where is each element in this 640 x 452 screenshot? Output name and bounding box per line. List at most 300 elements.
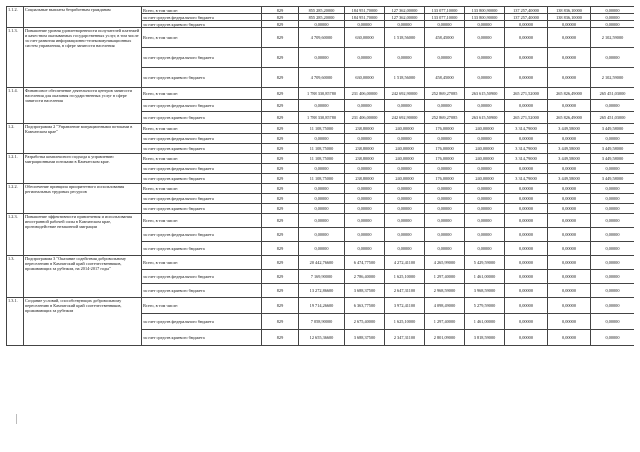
funding-source: за счет средств краевого бюджета	[142, 68, 262, 88]
amount-cell: 0,00000	[591, 242, 635, 256]
amount-cell: 0,00000	[591, 284, 635, 298]
amount-cell: 0,00000	[505, 204, 548, 214]
budget-code: 829	[262, 21, 299, 28]
amount-cell: 0,00000	[548, 330, 591, 346]
amount-cell: 133 077,10000	[425, 14, 465, 21]
amount-cell: 11 108,75000	[299, 174, 345, 184]
amount-cell: 0,00000	[465, 242, 505, 256]
amount-cell: 3 688,37500	[345, 284, 385, 298]
budget-code: 829	[262, 28, 299, 48]
amount-cell: 0,00000	[591, 7, 635, 14]
budget-code: 829	[262, 164, 299, 174]
activity-name: Создание условий, способствующих добровольному переселению в Камчатский край соотечественников, проживающих за рубежом	[24, 298, 142, 346]
amount-cell: 11 108,75000	[299, 154, 345, 164]
activity-name: Финансовое обеспечение деятельности центров занятости населения для оказания государственных услуг в сфере занятости населения	[24, 88, 142, 124]
amount-cell: 2 102,59000	[591, 68, 635, 88]
amount-cell: 3 449,58000	[591, 144, 635, 154]
amount-cell: 0,00000	[345, 214, 385, 228]
amount-cell: 133 077,10000	[425, 7, 465, 14]
amount-cell: 0,00000	[548, 270, 591, 284]
funding-source: Всего, в том числе:	[142, 28, 262, 48]
amount-cell: 3 972,41100	[385, 298, 425, 314]
amount-cell: 0,00000	[465, 21, 505, 28]
funding-source: Всего, в том числе:	[142, 124, 262, 134]
amount-cell: 0,00000	[425, 204, 465, 214]
amount-cell: 458,45000	[425, 68, 465, 88]
table-row	[7, 214, 635, 228]
amount-cell: 240,00000	[385, 144, 425, 154]
amount-cell: 0,00000	[299, 48, 345, 68]
amount-cell: 0,00000	[385, 184, 425, 194]
activity-name: Подпрограмма 3 "Оказание содействия добровольному переселению в Камчатский край соотечественников, проживающих за рубежом, на 2014-2017 годы"	[24, 256, 142, 298]
amount-cell: 0,00000	[345, 164, 385, 174]
budget-code: 829	[262, 100, 299, 112]
budget-code: 829	[262, 214, 299, 228]
funding-source: Всего, в том числе:	[142, 184, 262, 194]
amount-cell: 7 169,90000	[299, 270, 345, 284]
amount-cell: 0,00000	[548, 284, 591, 298]
amount-cell: 0,00000	[591, 134, 635, 144]
amount-cell: 0,00000	[345, 48, 385, 68]
amount-cell: 0,00000	[299, 242, 345, 256]
amount-cell: 0,00000	[465, 214, 505, 228]
amount-cell: 1 518,56000	[385, 28, 425, 48]
amount-cell: 3 968,59000	[465, 284, 505, 298]
funding-source: за счет средств федерального бюджета	[142, 14, 262, 21]
amount-cell: 0,00000	[385, 194, 425, 204]
amount-cell: 0,00000	[425, 164, 465, 174]
amount-cell: 0,00000	[505, 68, 548, 88]
budget-code: 829	[262, 68, 299, 88]
amount-cell: 3 449,58000	[591, 124, 635, 134]
table-row	[7, 88, 635, 100]
amount-cell: 0,00000	[425, 242, 465, 256]
amount-cell: 265 271,52000	[505, 88, 548, 100]
amount-cell: 133 800,90000	[465, 14, 505, 21]
amount-cell: 242 692,90000	[385, 112, 425, 124]
funding-source: за счет средств краевого бюджета	[142, 174, 262, 184]
amount-cell: 0,00000	[385, 48, 425, 68]
funding-source: Всего, в том числе:	[142, 256, 262, 270]
amount-cell: 12 655,36600	[299, 330, 345, 346]
amount-cell: 0,00000	[299, 184, 345, 194]
amount-cell: 2 968,59000	[425, 284, 465, 298]
amount-cell: 3 449,58000	[591, 154, 635, 164]
amount-cell: 2 347,31100	[385, 330, 425, 346]
amount-cell: 0,00000	[548, 298, 591, 314]
amount-cell: 0,00000	[591, 204, 635, 214]
amount-cell: 0,00000	[385, 214, 425, 228]
row-number: 1.2.3.	[7, 214, 24, 256]
amount-cell: 0,00000	[548, 164, 591, 174]
amount-cell: 238,80000	[345, 154, 385, 164]
amount-cell: 265 826,49000	[548, 112, 591, 124]
activity-name: Подпрограмма 2 "Управление миграционными потоками в Камчатском крае"	[24, 124, 142, 154]
amount-cell: 231 406,00000	[345, 112, 385, 124]
amount-cell: 2 801,09000	[425, 330, 465, 346]
amount-cell: 127 362,00000	[385, 14, 425, 21]
table-row	[7, 154, 635, 164]
amount-cell: 20 442,76600	[299, 256, 345, 270]
amount-cell: 2 647,31100	[385, 284, 425, 298]
amount-cell: 240,00000	[385, 174, 425, 184]
amount-cell: 1 461,00000	[465, 314, 505, 330]
amount-cell: 13 272,86600	[299, 284, 345, 298]
budget-code: 829	[262, 154, 299, 164]
activity-name: Обеспечение принципа приоритетного использования региональных трудовых ресурсов	[24, 184, 142, 214]
amount-cell: 3 314,79000	[505, 124, 548, 134]
amount-cell: 0,00000	[591, 164, 635, 174]
row-number: 1.2.	[7, 124, 24, 154]
budget-code: 829	[262, 270, 299, 284]
amount-cell: 3 449,58000	[548, 174, 591, 184]
table-row	[7, 184, 635, 194]
budget-code: 829	[262, 88, 299, 100]
amount-cell: 240,00000	[465, 154, 505, 164]
amount-cell: 0,00000	[385, 228, 425, 242]
amount-cell: 0,00000	[548, 48, 591, 68]
amount-cell: 0,00000	[385, 164, 425, 174]
amount-cell: 0,00000	[465, 184, 505, 194]
amount-cell: 0,00000	[505, 298, 548, 314]
amount-cell: 855 285,20000	[299, 14, 345, 21]
amount-cell: 0,00000	[299, 134, 345, 144]
funding-source: Всего, в том числе:	[142, 214, 262, 228]
amount-cell: 0,00000	[548, 242, 591, 256]
amount-cell: 0,00000	[345, 204, 385, 214]
row-number: 1.1.2.	[7, 7, 24, 28]
amount-cell: 0,00000	[548, 134, 591, 144]
budget-code: 829	[262, 284, 299, 298]
amount-cell: 2 786,40000	[345, 270, 385, 284]
funding-source: за счет средств федерального бюджета	[142, 134, 262, 144]
amount-cell: 1 297,40000	[425, 270, 465, 284]
amount-cell: 0,00000	[591, 194, 635, 204]
amount-cell: 0,00000	[385, 204, 425, 214]
budget-code: 829	[262, 298, 299, 314]
amount-cell: 176,00000	[425, 174, 465, 184]
amount-cell: 231 406,00000	[345, 88, 385, 100]
amount-cell: 0,00000	[591, 48, 635, 68]
amount-cell: 0,00000	[505, 270, 548, 284]
funding-source: за счет средств краевого бюджета	[142, 204, 262, 214]
amount-cell: 0,00000	[299, 214, 345, 228]
amount-cell: 0,00000	[299, 204, 345, 214]
amount-cell: 238,80000	[345, 174, 385, 184]
amount-cell: 127 362,00000	[385, 7, 425, 14]
funding-source: за счет средств федерального бюджета	[142, 228, 262, 242]
row-number: 1.3.	[7, 256, 24, 298]
row-number: 1.2.2.	[7, 184, 24, 214]
amount-cell: 0,00000	[548, 28, 591, 48]
funding-source: за счет средств федерального бюджета	[142, 194, 262, 204]
amount-cell: 137 257,40000	[505, 7, 548, 14]
budget-code: 829	[262, 242, 299, 256]
amount-cell: 4 098,49000	[425, 298, 465, 314]
budget-code: 829	[262, 204, 299, 214]
amount-cell: 0,00000	[548, 314, 591, 330]
amount-cell: 0,00000	[465, 134, 505, 144]
amount-cell: 630,00000	[345, 68, 385, 88]
amount-cell: 3 818,59000	[465, 330, 505, 346]
funding-source: за счет средств федерального бюджета	[142, 270, 262, 284]
amount-cell: 0,00000	[505, 284, 548, 298]
budget-code: 829	[262, 48, 299, 68]
amount-cell: 0,00000	[425, 184, 465, 194]
amount-cell: 265 826,49000	[548, 88, 591, 100]
amount-cell: 0,00000	[548, 228, 591, 242]
amount-cell: 0,00000	[345, 21, 385, 28]
amount-cell: 238,80000	[345, 144, 385, 154]
amount-cell: 0,00000	[591, 298, 635, 314]
amount-cell: 2 102,59000	[591, 28, 635, 48]
amount-cell: 0,00000	[591, 270, 635, 284]
amount-cell: 0,00000	[505, 256, 548, 270]
table-row	[7, 28, 635, 48]
amount-cell: 0,00000	[345, 228, 385, 242]
funding-source: за счет средств федерального бюджета	[142, 164, 262, 174]
amount-cell: 265 271,52000	[505, 112, 548, 124]
amount-cell: 0,00000	[505, 21, 548, 28]
amount-cell: 240,00000	[465, 124, 505, 134]
amount-cell: 3 314,79000	[505, 174, 548, 184]
amount-cell: 0,00000	[345, 184, 385, 194]
funding-source: за счет средств краевого бюджета	[142, 330, 262, 346]
amount-cell: 0,00000	[505, 194, 548, 204]
amount-cell: 2 675,40000	[345, 314, 385, 330]
amount-cell: 0,00000	[591, 14, 635, 21]
amount-cell: 265 451,03000	[591, 88, 635, 100]
amount-cell: 19 714,26600	[299, 298, 345, 314]
row-number: 1.1.3.	[7, 28, 24, 88]
funding-source: за счет средств федерального бюджета	[142, 48, 262, 68]
funding-source: за счет средств федерального бюджета	[142, 314, 262, 330]
amount-cell: 0,00000	[591, 228, 635, 242]
funding-source: Всего, в том числе:	[142, 88, 262, 100]
amount-cell: 630,00000	[345, 28, 385, 48]
amount-cell: 0,00000	[345, 100, 385, 112]
amount-cell: 184 951,70000	[345, 14, 385, 21]
amount-cell: 138 836,10000	[548, 14, 591, 21]
amount-cell: 0,00000	[591, 214, 635, 228]
funding-source: за счет средств федерального бюджета	[142, 100, 262, 112]
amount-cell: 0,00000	[465, 164, 505, 174]
amount-cell: 0,00000	[505, 100, 548, 112]
amount-cell: 0,00000	[385, 134, 425, 144]
amount-cell: 3 449,58000	[548, 154, 591, 164]
amount-cell: 0,00000	[465, 68, 505, 88]
table-row	[7, 298, 635, 314]
budget-table	[6, 6, 634, 346]
amount-cell: 0,00000	[548, 204, 591, 214]
table-row	[7, 124, 635, 134]
amount-cell: 0,00000	[548, 194, 591, 204]
amount-cell: 0,00000	[465, 28, 505, 48]
amount-cell: 0,00000	[425, 134, 465, 144]
activity-name: Социальные выплаты безработным гражданам	[24, 7, 142, 28]
amount-cell: 11 108,75000	[299, 124, 345, 134]
amount-cell: 0,00000	[345, 194, 385, 204]
amount-cell: 0,00000	[548, 184, 591, 194]
page-margin-mark	[16, 414, 27, 424]
row-number: 1.3.1.	[7, 298, 24, 346]
amount-cell: 0,00000	[591, 184, 635, 194]
amount-cell: 0,00000	[548, 256, 591, 270]
amount-cell: 0,00000	[548, 100, 591, 112]
budget-code: 829	[262, 228, 299, 242]
funding-source: за счет средств краевого бюджета	[142, 284, 262, 298]
funding-source: Всего, в том числе:	[142, 7, 262, 14]
amount-cell: 0,00000	[591, 314, 635, 330]
amount-cell: 0,00000	[425, 194, 465, 204]
amount-cell: 0,00000	[505, 48, 548, 68]
budget-code: 829	[262, 134, 299, 144]
budget-code: 829	[262, 330, 299, 346]
amount-cell: 0,00000	[548, 21, 591, 28]
amount-cell: 3 314,79000	[505, 144, 548, 154]
amount-cell: 1 461,00000	[465, 270, 505, 284]
amount-cell: 0,00000	[591, 256, 635, 270]
amount-cell: 0,00000	[465, 204, 505, 214]
amount-cell: 3 449,58000	[548, 144, 591, 154]
amount-cell: 240,00000	[385, 124, 425, 134]
amount-cell: 0,00000	[505, 242, 548, 256]
amount-cell: 4 709,60000	[299, 68, 345, 88]
budget-code: 829	[262, 14, 299, 21]
amount-cell: 0,00000	[385, 242, 425, 256]
amount-cell: 3 688,37500	[345, 330, 385, 346]
amount-cell: 238,80000	[345, 124, 385, 134]
funding-source: за счет средств краевого бюджета	[142, 242, 262, 256]
amount-cell: 0,00000	[299, 164, 345, 174]
amount-cell: 11 108,75000	[299, 144, 345, 154]
funding-source: за счет средств краевого бюджета	[142, 21, 262, 28]
activity-name: Повышение эффективности привлечения и использования иностранной рабочей силы в Камчатском крае, противодействие незаконной миграции	[24, 214, 142, 256]
amount-cell: 252 869,27085	[425, 88, 465, 100]
budget-code: 829	[262, 144, 299, 154]
amount-cell: 1 297,40000	[425, 314, 465, 330]
amount-cell: 0,00000	[425, 228, 465, 242]
amount-cell: 3 449,58000	[591, 174, 635, 184]
funding-source: Всего, в том числе:	[142, 298, 262, 314]
budget-code: 829	[262, 314, 299, 330]
amount-cell: 133 800,90000	[465, 7, 505, 14]
amount-cell: 0,00000	[505, 314, 548, 330]
amount-cell: 0,00000	[505, 214, 548, 228]
budget-code: 829	[262, 256, 299, 270]
amount-cell: 4 709,60000	[299, 28, 345, 48]
amount-cell: 176,00000	[425, 154, 465, 164]
amount-cell: 263 615,50900	[465, 88, 505, 100]
amount-cell: 0,00000	[505, 164, 548, 174]
budget-code: 829	[262, 174, 299, 184]
amount-cell: 265 451,03000	[591, 112, 635, 124]
budget-code: 829	[262, 124, 299, 134]
funding-source: за счет средств краевого бюджета	[142, 144, 262, 154]
amount-cell: 0,00000	[465, 194, 505, 204]
activity-name: Повышение уровня удовлетворенности получателей платежей и качеством оказываемых государственных услуг, в том числе за счет развития информационно-телекоммуникационных систем управления, в сфере занятости населения	[24, 28, 142, 88]
budget-code: 829	[262, 112, 299, 124]
amount-cell: 1 518,56000	[385, 68, 425, 88]
amount-cell: 1 788 330,85780	[299, 88, 345, 100]
amount-cell: 4 272,41100	[385, 256, 425, 270]
amount-cell: 3 314,79000	[505, 154, 548, 164]
row-number: 1.2.1.	[7, 154, 24, 184]
amount-cell: 0,00000	[591, 100, 635, 112]
table-row	[7, 7, 635, 14]
amount-cell: 1 788 330,85780	[299, 112, 345, 124]
amount-cell: 7 058,90000	[299, 314, 345, 330]
table-row	[7, 256, 635, 270]
amount-cell: 0,00000	[425, 214, 465, 228]
amount-cell: 0,00000	[425, 48, 465, 68]
amount-cell: 0,00000	[425, 100, 465, 112]
amount-cell: 458,45000	[425, 28, 465, 48]
amount-cell: 0,00000	[425, 21, 465, 28]
amount-cell: 138 836,10000	[548, 7, 591, 14]
budget-code: 829	[262, 194, 299, 204]
amount-cell: 240,00000	[465, 144, 505, 154]
amount-cell: 0,00000	[299, 100, 345, 112]
amount-cell: 0,00000	[591, 330, 635, 346]
amount-cell: 1 625,10000	[385, 270, 425, 284]
amount-cell: 0,00000	[299, 228, 345, 242]
amount-cell: 240,00000	[385, 154, 425, 164]
amount-cell: 263 615,50900	[465, 112, 505, 124]
amount-cell: 0,00000	[465, 228, 505, 242]
amount-cell: 176,00000	[425, 144, 465, 154]
amount-cell: 184 951,70000	[345, 7, 385, 14]
document-sheet	[6, 6, 634, 446]
amount-cell: 242 692,90000	[385, 88, 425, 100]
amount-cell: 0,00000	[548, 68, 591, 88]
amount-cell: 0,00000	[345, 242, 385, 256]
funding-source: за счет средств краевого бюджета	[142, 112, 262, 124]
amount-cell: 855 285,20000	[299, 7, 345, 14]
row-number: 1.1.4.	[7, 88, 24, 124]
amount-cell: 252 869,27085	[425, 112, 465, 124]
amount-cell: 0,00000	[505, 330, 548, 346]
amount-cell: 5 429,59000	[465, 256, 505, 270]
amount-cell: 0,00000	[345, 134, 385, 144]
amount-cell: 0,00000	[505, 134, 548, 144]
amount-cell: 4 265,99000	[425, 256, 465, 270]
amount-cell: 0,00000	[465, 48, 505, 68]
amount-cell: 176,00000	[425, 124, 465, 134]
amount-cell: 0,00000	[385, 100, 425, 112]
amount-cell: 0,00000	[591, 21, 635, 28]
amount-cell: 0,00000	[548, 214, 591, 228]
activity-name: Разработка комплексного подхода к управлению миграционными потоками в Камчатском крае.	[24, 154, 142, 184]
amount-cell: 5 279,59000	[465, 298, 505, 314]
amount-cell: 0,00000	[465, 100, 505, 112]
amount-cell: 0,00000	[505, 28, 548, 48]
amount-cell: 1 625,10000	[385, 314, 425, 330]
amount-cell: 137 257,40000	[505, 14, 548, 21]
amount-cell: 240,00000	[465, 174, 505, 184]
amount-cell: 0,00000	[505, 228, 548, 242]
amount-cell: 6 474,77500	[345, 256, 385, 270]
budget-code: 829	[262, 184, 299, 194]
budget-code: 829	[262, 7, 299, 14]
amount-cell: 6 363,77500	[345, 298, 385, 314]
funding-source: Всего, в том числе:	[142, 154, 262, 164]
amount-cell: 0,00000	[299, 21, 345, 28]
amount-cell: 3 449,58000	[548, 124, 591, 134]
amount-cell: 0,00000	[385, 21, 425, 28]
amount-cell: 0,00000	[505, 184, 548, 194]
amount-cell: 0,00000	[299, 194, 345, 204]
